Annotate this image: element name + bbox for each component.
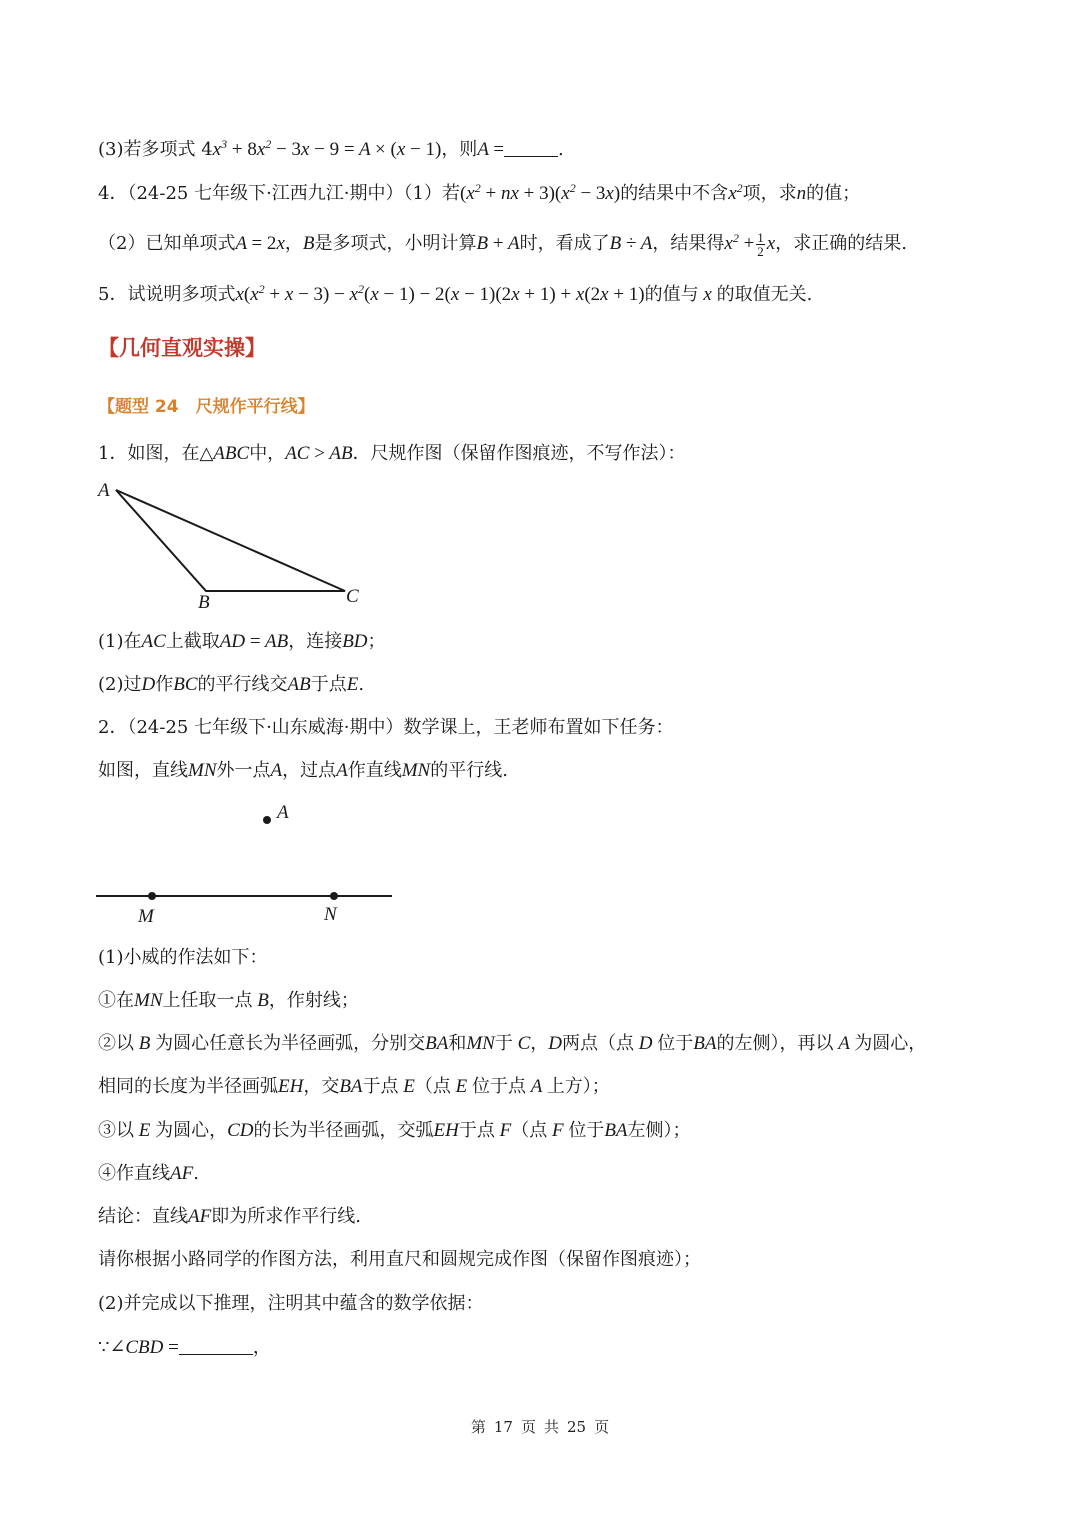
triangle-figure [90,474,380,619]
vertex-b-label: B [198,592,210,613]
angle-answer-blank[interactable] [179,1336,253,1355]
vertex-c-label: C [346,586,359,607]
p2-reason-line: ∵∠CBD = ， [98,1337,271,1358]
q4-line1: 4．（24-25 七年级下·江西九江·期中）（1）若($x^2$ + nx + $3)(x^2 - 3x)$的结果中不含$x^2$项，求n的值； [98,181,861,204]
answer-blank[interactable] [504,138,558,157]
point-m-label: M [138,906,154,927]
p2-step3: ③以 E 为圆心，CD的长为半径画弧，交弧EH于点 F（点 F 位于BA左侧）； [98,1120,691,1141]
total-pages: 25 [567,1418,587,1436]
p2-task: 如图，直线MN外一点A，过点A作直线MN的平行线. [98,760,508,781]
triangle-abc [116,490,345,591]
p1-step1: (1)在AC上截取AD = AB，连接BD； [98,631,386,652]
point-a [263,816,271,824]
p1-step2: (2)过D作BC的平行线交AB于点E. [98,674,365,695]
point-n [330,892,338,900]
p1-intro: 1．如图，在△ABC中，AC > AB．尺规作图（保留作图痕迹，不写作法）： [98,443,686,464]
page-footer: 第 17 页 共 25 页 [470,1418,610,1436]
p2-sub2: (2)并完成以下推理，注明其中蕴含的数学依据： [98,1293,484,1314]
section-title: 【几何直观实操】 [98,336,266,360]
q3-line: (3)若多项式 $4x^3 + 8x^2 - 3x - 9 = A \times (x - 1)$，则A = . [98,137,564,160]
p2-step2-cont: 相同的长度为半径画弧EH，交BA于点 E（点 E 位于点 A 上方）； [98,1076,610,1097]
point-m [148,892,156,900]
q5-line: 5．试说明多项式$x(x^2 + x - 3) - x^2(x - 1) - 2(x - 1)(2x + 1) + x(2x + 1)$的值与 x 的取值无关. [98,282,813,305]
p2-step4: ④作直线AF. [98,1163,199,1184]
vertex-a-label: A [98,480,110,501]
p2-step1: ①在MN上任取一点 B，作射线； [98,990,359,1011]
p2-sub1: (1)小威的作法如下： [98,947,268,968]
p2-ask: 请你根据小路同学的作图方法，利用直尺和圆规完成作图（保留作图痕迹）； [98,1249,701,1270]
p2-step2: ②以 B 为圆心任意长为半径画弧，分别交BA和MN于 C，D两点（点 D 位于BA的左侧），再以 A 为圆心， [98,1033,927,1054]
p2-conclusion: 结论：直线AF即为所求作平行线. [98,1206,361,1227]
point-a-label: A [277,802,289,823]
q4-line2: （2）已知单项式A = 2x，B是多项式，小明计算B + A时，看成了B ÷ A，结果得$x^2$ + $\frac{1}{2}$ x，求正确的结果. [98,230,907,260]
type-title: 【题型 24 尺规作平行线】 [98,397,315,417]
p2-intro: 2．（24-25 七年级下·山东威海·期中）数学课上，王老师布置如下任务： [98,717,674,738]
line-mn-figure [96,796,396,931]
current-page: 17 [493,1418,513,1436]
point-n-label: N [324,904,337,925]
